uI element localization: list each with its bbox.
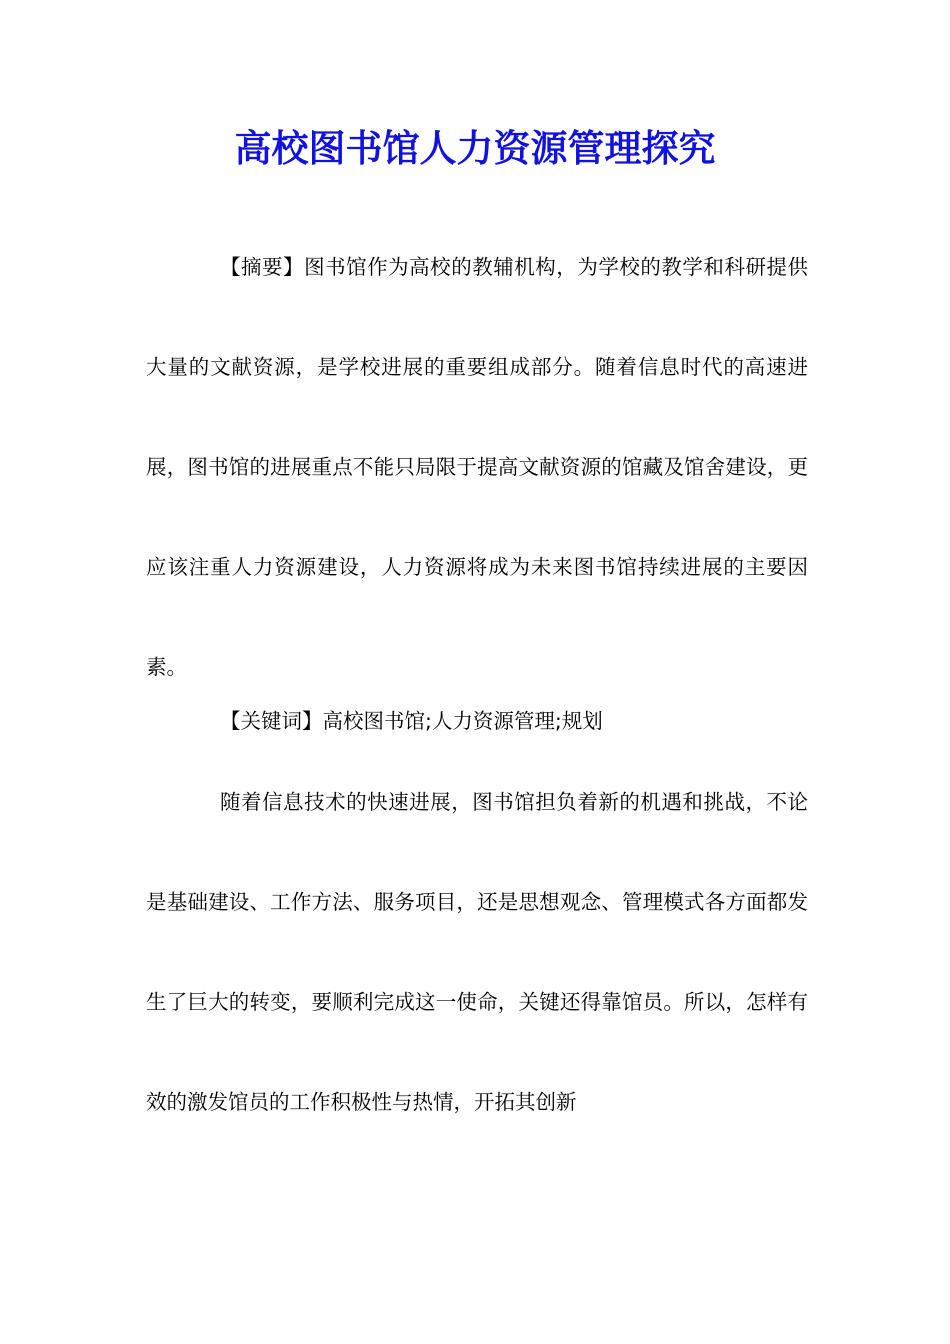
body-paragraph-1: 随着信息技术的快速进展，图书馆担负着新的机遇和挑战，不论是基础建设、工作方法、服务项目，还是思想观念、管理模式各方面都发生了巨大的转变，要顺利完成这一使命，关键还得靠馆员。所以，怎样有效的激发馆员的工作积极性与热情，开拓其创新 <box>146 790 808 1114</box>
abstract-paragraph: 【摘要】图书馆作为高校的教辅机构，为学校的教学和科研提供大量的文献资源，是学校进展的重要组成部分。随着信息时代的高速进展，图书馆的进展重点不能只局限于提高文献资源的馆藏及馆舍建设，更应该注重人力资源建设，人力资源将成为未来图书馆持续进展的主要因素。 <box>146 255 808 679</box>
keywords-line: 【关键词】高校图书馆;人力资源管理;规划 <box>220 709 603 733</box>
document-title: 高校图书馆人力资源管理探究 <box>234 126 716 170</box>
